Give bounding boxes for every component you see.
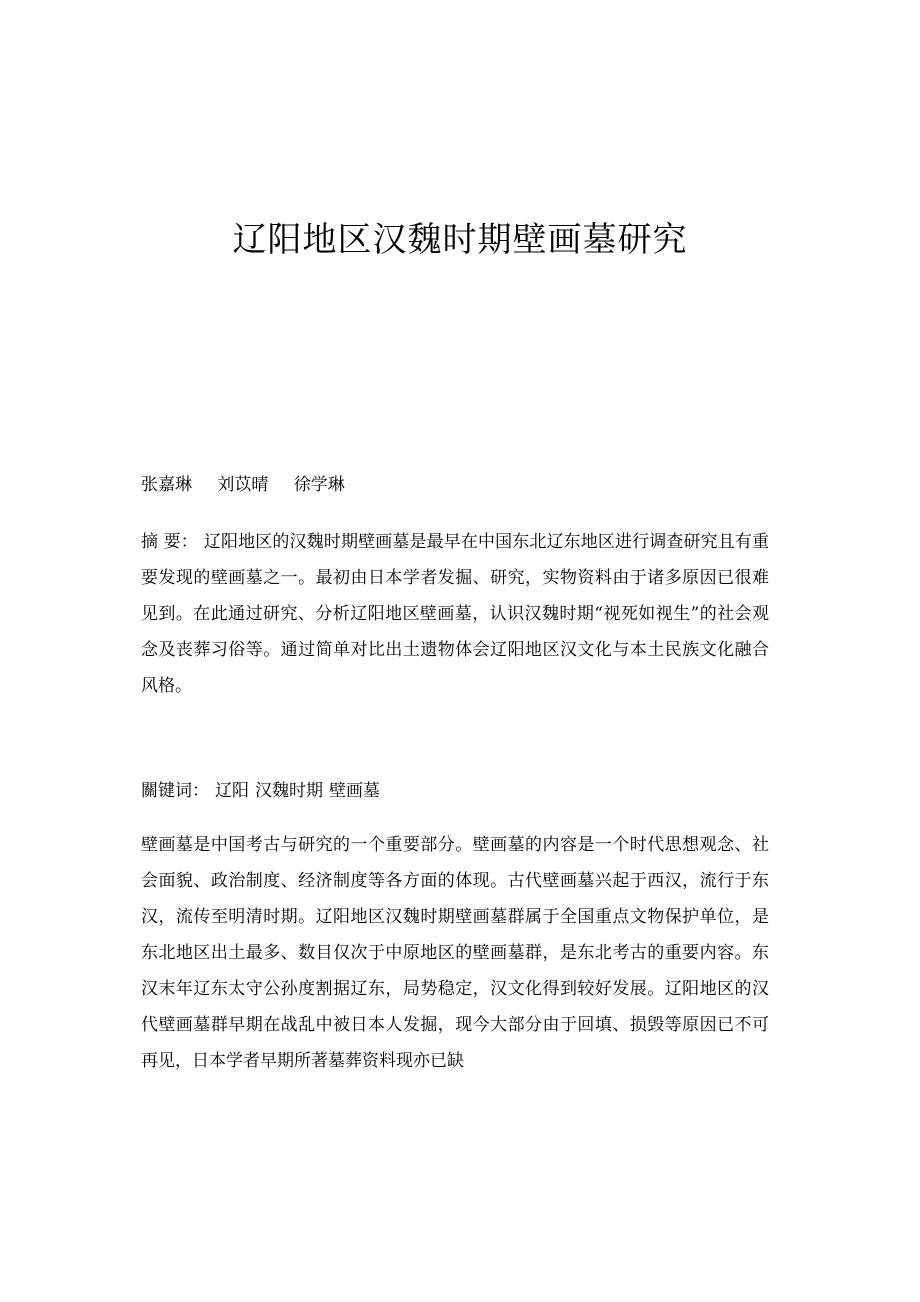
body-paragraph: 壁画墓是中国考古与研究的一个重要部分。壁画墓的内容是一个时代思想观念、社会面貌、政治制度、经济制度等各方面的体现。古代壁画墓兴起于西汉，流行于东汉，流传至明清时期。辽阳地区汉魏时期壁画墓群属于全国重点文物保护单位，是东北地区出土最多、数目仅次于中原地区的壁画墓群，是东北考古的重要内容。东汉末年辽东太守公孙度割据辽东，局势稳定，汉文化得到较好发展。辽阳地区的汉代壁画墓群早期在战乱中被日本人发掘，现今大部分由于回填、损毁等原因已不可再见，日本学者早期所著墓葬资料现亦已缺 xyxy=(141,835,769,1071)
keywords-label: 關键词： xyxy=(141,781,209,801)
author-name: 徐学琳 xyxy=(293,475,345,495)
keyword: 辽阳 xyxy=(215,781,249,801)
author-name: 刘苡晴 xyxy=(217,475,269,495)
author-list xyxy=(141,470,365,500)
keywords-line xyxy=(141,773,769,809)
paper-title: 辽阳地区汉魏时期壁画墓研究 xyxy=(232,220,688,260)
abstract-text: 辽阳地区的汉魏时期壁画墓是最早在中国东北辽东地区进行调查研究且有重要发现的壁画墓之一。最初由日本学者发掘、研究，实物资料由于诸多原因已很难见到。在此通过研究、分析辽阳地区壁画墓，认识汉魏时期“视死如视生”的社会观念及丧葬习俗等。通过简单对比出土遗物体会辽阳地区汉文化与本土民族文化融合风格。 xyxy=(141,532,770,696)
keyword: 汉魏时期 xyxy=(255,781,323,801)
author-name: 张嘉琳 xyxy=(141,475,192,495)
abstract-paragraph xyxy=(141,524,769,704)
abstract-label: 摘 要： xyxy=(141,532,198,552)
keyword: 壁画墓 xyxy=(329,781,380,801)
